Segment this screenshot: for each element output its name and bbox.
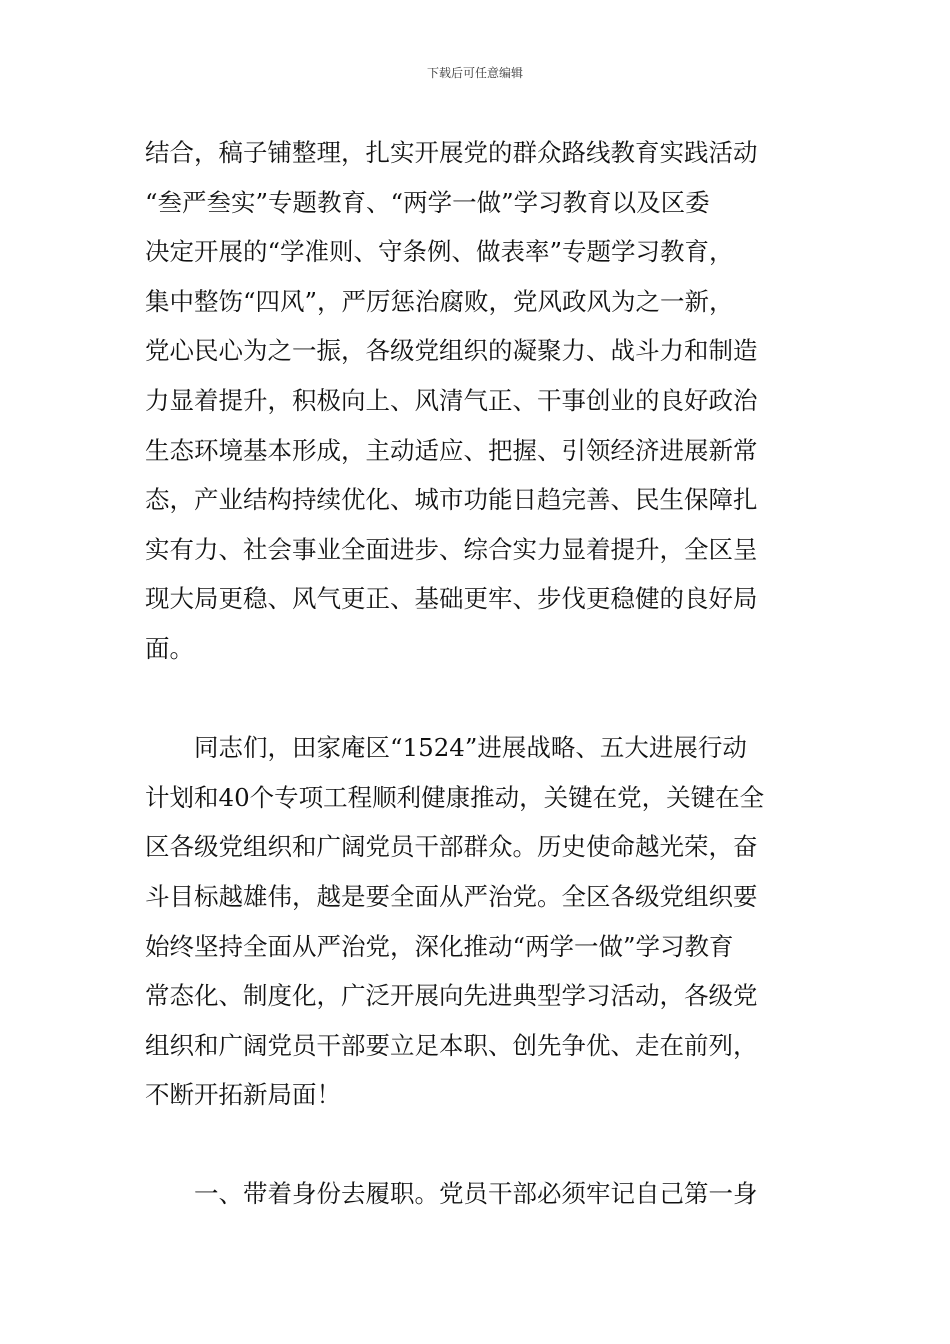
page-header: 下载后可任意编辑 <box>426 66 523 80</box>
paragraph-spacer <box>145 1120 815 1170</box>
text-line: 计划和40个专项工程顺利健康推动，关键在党，关键在全 <box>145 782 765 812</box>
paragraph-2 <box>145 723 815 1120</box>
text-line: 结合，稿子铺整理，扎实开展党的群众路线教育实践活动 <box>145 138 758 167</box>
text-line: 力显着提升，积极向上、风清气正、干事创业的良好政治 <box>145 385 758 415</box>
text-line: 集中整饬“四风”，严厉惩治腐败，党风政风为之一新， <box>145 286 734 316</box>
text-line: 常态化、制度化，广泛开展向先进典型学习活动，各级党 <box>145 981 758 1011</box>
text-line: 不断开拓新局面！ <box>145 1080 341 1110</box>
text-line: 同志们，田家庵区“1524”进展战略、五大进展行动 <box>145 733 747 763</box>
text-line: 面。 <box>145 633 194 663</box>
paragraph-3 <box>145 1169 815 1219</box>
text-line: 现大局更稳、风气更正、基础更牢、步伐更稳健的良好局 <box>145 584 758 614</box>
text-line: 一、带着身份去履职。党员干部必须牢记自己第一身 <box>145 1179 758 1209</box>
text-line: 态，产业结构持续优化、城市功能日趋完善、民生保障扎 <box>145 485 758 515</box>
text-line: “叁严叁实”专题教育、“两学一做”学习教育以及区委 <box>145 187 710 217</box>
text-line: 决定开展的“学准则、守条例、做表率”专题学习教育， <box>145 237 734 267</box>
text-line: 区各级党组织和广阔党员干部群众。历史使命越光荣，奋 <box>145 832 758 862</box>
text-line: 党心民心为之一振，各级党组织的凝聚力、战斗力和制造 <box>145 336 758 366</box>
text-line: 始终坚持全面从严治党，深化推动“两学一做”学习教育 <box>145 931 734 961</box>
paragraph-1 <box>145 128 815 674</box>
paragraph-spacer <box>145 674 815 724</box>
text-line: 生态环境基本形成，主动适应、把握、引领经济进展新常 <box>145 435 758 465</box>
text-line: 斗目标越雄伟，越是要全面从严治党。全区各级党组织要 <box>145 881 758 911</box>
text-line: 组织和广阔党员干部要立足本职、创先争优、走在前列， <box>145 1030 758 1060</box>
document-body <box>145 128 815 1219</box>
text-line: 实有力、社会事业全面进步、综合实力显着提升，全区呈 <box>145 534 758 564</box>
